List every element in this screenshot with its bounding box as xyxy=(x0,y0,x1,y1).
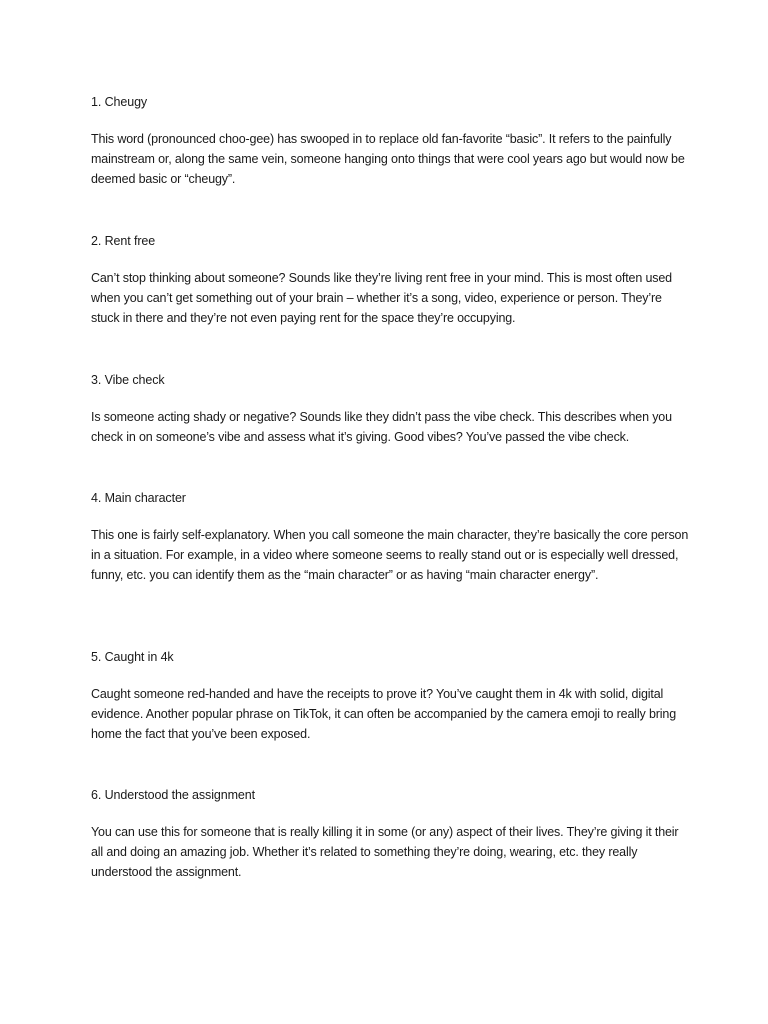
entry-body: This one is fairly self-explanatory. When you call someone the main character, they’re basically the core person in a situation. For example, in a video where someone seems to really stand out or is especially well dressed, funny, etc. you can identify them as the “main character” or as having “main character energy”. xyxy=(91,528,689,582)
entry-body: Can’t stop thinking about someone? Sounds like they’re living rent free in your mind. This is most often used when you can’t get something out of your brain – whether it’s a song, video, experience or person. They’re stuck in there and they’re not even paying rent for the space they’re occupying. xyxy=(91,271,672,325)
entry-vibe-check xyxy=(91,370,691,447)
entry-heading: 4. Main character xyxy=(91,491,186,505)
entry-heading: 3. Vibe check xyxy=(91,373,165,387)
entry-heading: 6. Understood the assignment xyxy=(91,788,255,802)
entry-heading: 5. Caught in 4k xyxy=(91,650,174,664)
entry-body: You can use this for someone that is really killing it in some (or any) aspect of their lives. They’re giving it their all and doing an amazing job. Whether it’s related to something they’re doing, wearing, etc. they really understood the assignment. xyxy=(91,825,679,879)
entry-body: Is someone acting shady or negative? Sounds like they didn’t pass the vibe check. This describes when you check in on someone’s vibe and assess what it’s giving. Good vibes? You’ve passed the vibe check. xyxy=(91,410,672,444)
entry-body: Caught someone red-handed and have the receipts to prove it? You’ve caught them in 4k with solid, digital evidence. Another popular phrase on TikTok, it can often be accompanied by the camera emoji to really bring home the fact that you’ve been exposed. xyxy=(91,687,676,741)
entry-heading: 2. Rent free xyxy=(91,234,156,248)
entry-main-character xyxy=(91,488,691,585)
entry-caught-in-4k xyxy=(91,647,691,744)
entry-body: This word (pronounced choo-gee) has swooped in to replace old fan-favorite “basic”. It refers to the painfully mainstream or, along the same vein, someone hanging onto things that were cool years ago but would now be deemed basic or “cheugy”. xyxy=(91,132,685,186)
entry-heading: 1. Cheugy xyxy=(91,95,148,109)
entry-understood-the-assignment xyxy=(91,785,691,882)
entry-rent-free xyxy=(91,231,691,328)
entry-cheugy xyxy=(91,92,691,189)
